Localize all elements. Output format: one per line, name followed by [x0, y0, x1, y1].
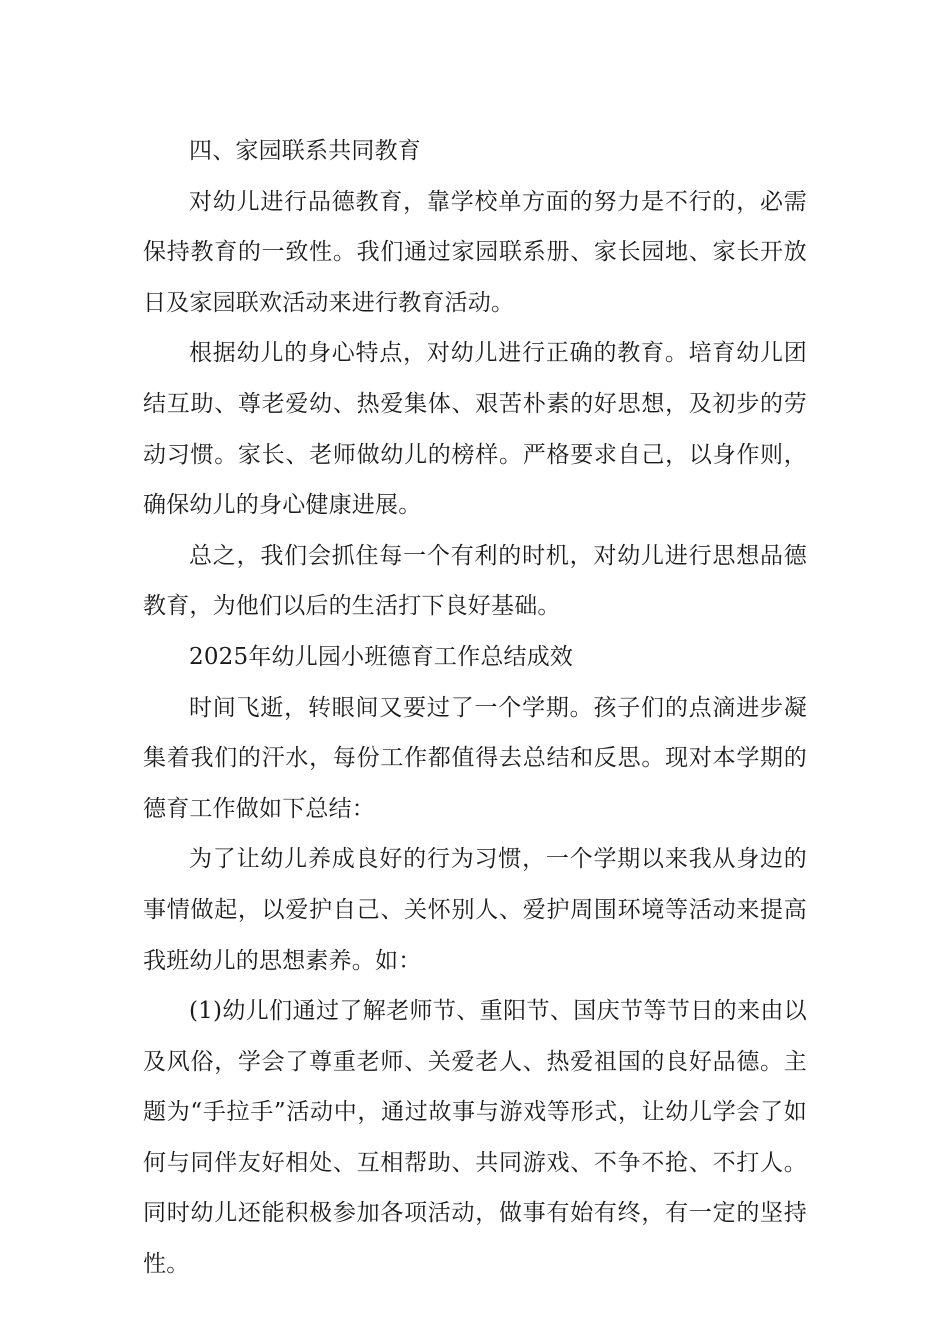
paragraph: 根据幼儿的身心特点，对幼儿进行正确的教育。培育幼儿团结互助、尊老爱幼、热爱集体、艰苦朴素的好思想，及初步的劳动习惯。家长、老师做幼儿的榜样。严格要求自己，以身作则，确保幼儿的身心健康进展。: [143, 340, 807, 519]
paragraph: 时间飞逝，转眼间又要过了一个学期。孩子们的点滴进步凝集着我们的汗水，每份工作都值得去总结和反思。现对本学期的德育工作做如下总结：: [143, 694, 807, 822]
paragraph: (1)幼儿们通过了解老师节、重阳节、国庆节等节日的来由以及风俗，学会了尊重老师、关爱老人、热爱祖国的良好品德。主题为“手拉手”活动中，通过故事与游戏等形式，让幼儿学会了如何与同伴友好相处、互相帮助、共同游戏、不争不抢、不打人。同时幼儿还能积极参加各项活动，做事有始有终，有一定的坚持性。: [143, 998, 807, 1278]
document-body: [143, 126, 807, 1290]
paragraph: 总之，我们会抓住每一个有利的时机，对幼儿进行思想品德教育，为他们以后的生活打下良好基础。: [143, 542, 807, 620]
document-title: 2025年幼儿园小班德育工作总结成效: [189, 643, 574, 670]
section-heading: 四、家园联系共同教育: [189, 138, 421, 164]
paragraph: 对幼儿进行品德教育，靠学校单方面的努力是不行的，必需保持教育的一致性。我们通过家园联系册、家长园地、家长开放日及家园联欢活动来进行教育活动。: [143, 188, 807, 316]
paragraph: 为了让幼儿养成良好的行为习惯，一个学期以来我从身边的事情做起，以爱护自己、关怀别人、爱护周围环境等活动来提高我班幼儿的思想素养。如：: [143, 846, 807, 974]
